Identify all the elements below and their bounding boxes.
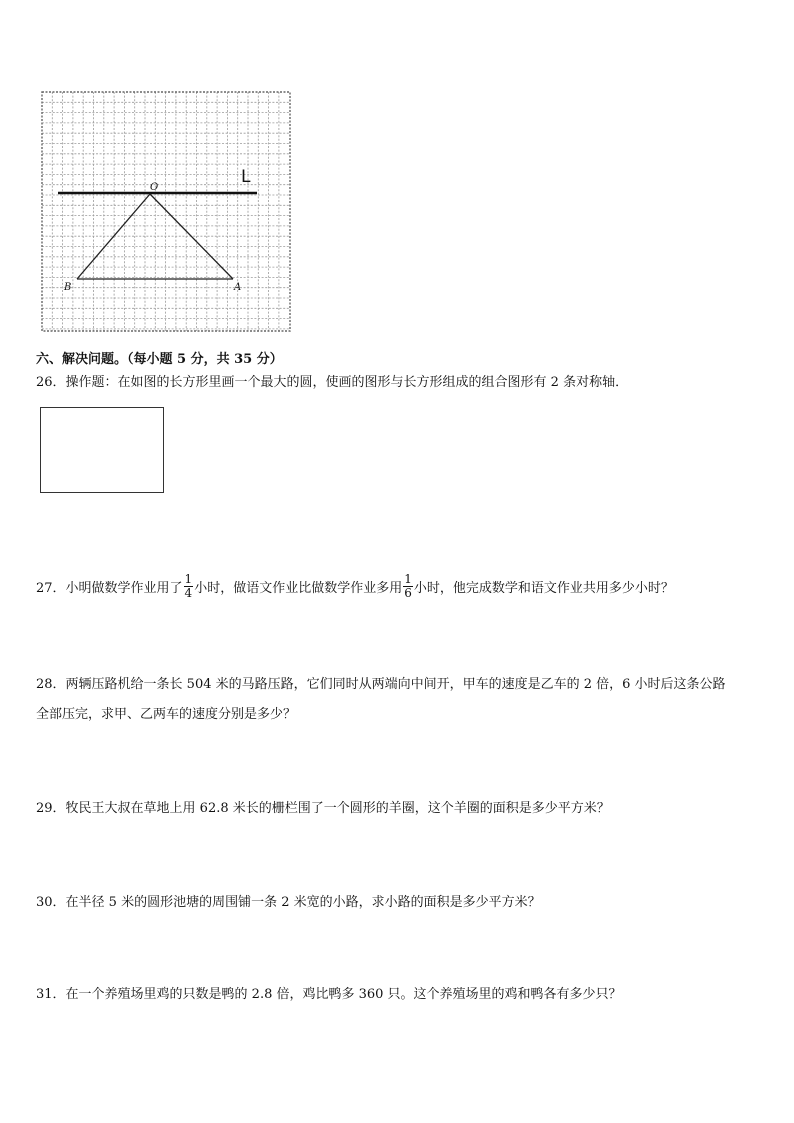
fraction-one-quarter [184,573,194,600]
grid-figure-svg [40,90,292,333]
grid-lines [42,92,290,331]
triangle-side-OB [77,194,150,279]
fraction-1-numerator: 1 [184,572,193,586]
fraction-2-numerator: 1 [404,572,412,586]
fraction-one-sixth [403,573,413,600]
question-29: 29．牧民王大叔在草地上用 62.8 米长的栅栏围了一个圆形的羊圈，这个羊圈的面积是多少平方米？ [36,801,610,816]
question-27-pre: 27．小明做数学作业用了 [36,581,183,596]
fraction-1-denominator: 4 [184,586,193,600]
label-A: A [234,282,242,293]
question-27 [36,572,674,602]
rectangle-figure [40,407,164,493]
fraction-2-denominator: 6 [404,586,412,600]
question-28-line-2: 全部压完，求甲、乙两车的速度分别是多少？ [36,707,297,722]
grid-figure [40,90,292,333]
label-O: O [150,182,159,193]
label-L: L [241,167,251,187]
label-B: B [64,282,72,293]
question-26: 26．操作题：在如图的长方形里画一个最大的圆，使画的图形与长方形组成的组合图形有 2 条对称轴． [36,375,629,390]
question-28-line-1: 28．两辆压路机给一条长 504 米的马路压路，它们同时从两端向中间开，甲车的速度是乙车的 2 倍，6 小时后这条公路 [36,677,726,692]
section-title: 六、解决问题。（每小题 5 分，共 35 分） [36,352,283,367]
question-27-mid: 小时，做语文作业比做数学作业多用 [194,581,403,596]
question-30: 30．在半径 5 米的圆形池塘的周围铺一条 2 米宽的小路，求小路的面积是多少平方米？ [36,895,541,910]
question-31: 31．在一个养殖场里鸡的只数是鸭的 2.8 倍，鸡比鸭多 360 只。这个养殖场里的鸡和鸭各有多少只？ [36,987,622,1002]
question-27-post: 小时，他完成数学和语文作业共用多少小时？ [413,581,674,596]
